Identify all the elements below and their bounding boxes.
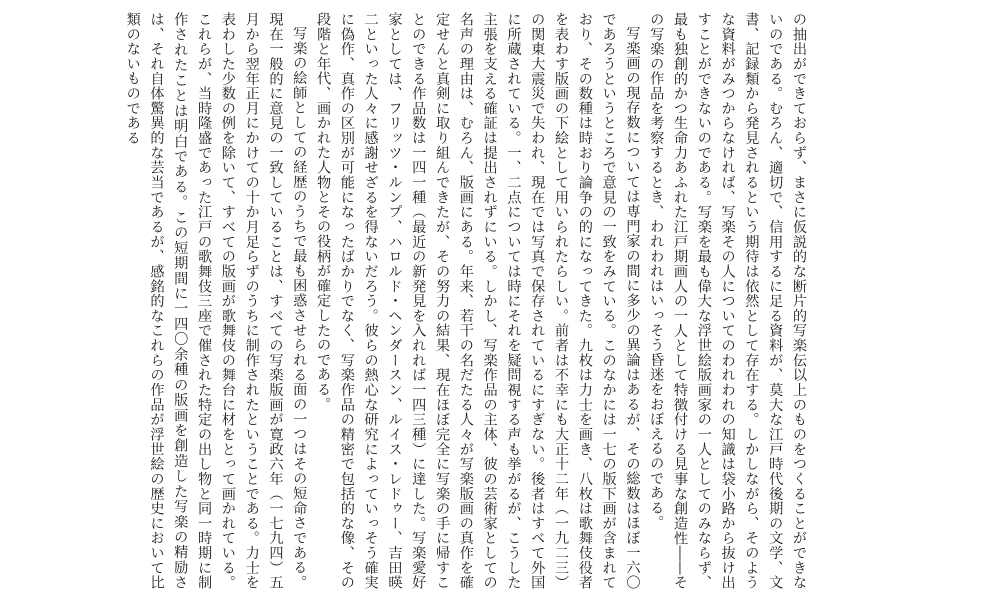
paragraph-career: 写楽の絵師としての経歴のうちで最も困惑させられる面の一つはその短命さである。現在一般的に意見の一致していることは、すべての写楽版画が寛政六年（一七九四）五月から翌年正月にかけての十か月足らずのうちに制作されたということである。力士を表わした少数の例を除いて、すべての版画が歌舞伎の舞台に材をとって画かれている。これらが、当時隆盛であった江戸の歌舞伎三座で催された特定の出し物と同一時期に制作されたことは明白である。この短期間に一四〇余種の版画を創造した写楽の精励さは、それ自体驚異的な芸当であるが、感銘的なこれらの作品が浮世絵の歴史において比類のないものである (124, 12, 308, 590)
vertical-text-body (20, 12, 810, 590)
paragraph-continuation: の抽出ができておらず、まさに仮説的な断片的写楽伝以上のものをつくることができないのである。むろん、適切で、信用するに足る資料が、莫大な江戸時代後期の文学、文書、記録類から発見されるという期待は依然として存在する。しかしながら、そのような資料がみつからなければ、写楽その人についてのわれわれの知識は袋小路から抜け出すことができないのである。写楽を最も偉大な浮世絵版画家の一人としてのみならず、最も独創的かつ生命力あふれた江戸期画人の一人として特徴付ける見事な創造性――その写楽の作品を考察するとき、われわれはいっそう昏迷をおぼえるのである。 (648, 12, 807, 590)
paragraph-extant-works: 写楽画の現存数については専門家の間に多少の異論はあるが、その総数はほぼ一六〇であろうというところで意見の一致をみている。このなかには一七の版下画が含まれており、その数種は時おり論争の的になってきた。九枚は力士を画き、八枚は歌舞伎役者を表わす版画の下絵として用いられたらしい。前者は不幸にも大正十二年（一九二三）の関東大震災で失われ、現在では写真で保存されているにすぎない。後者はすべて外国に所蔵されている。一、二点については時にそれを疑問視する声も挙がるが、こうした主張を支える確証は提出されずにいる。しかし、写楽作品の主体、彼の芸術家としての名声の理由は、むろん、版画にある。年来、若干の名だたる人々が写楽版画の真作を確定せんと真剣に取り組んできたが、その努力の結果、現在ほぼ完全に写楽の手に帰すことのできる作品数は一四一種（最近の新発見を入れれば一四三種）に達した。写楽愛好家としては、フリッツ・ルンプ、ハロルド・ヘンダースン、ルイス・レドゥー、吉田暎二といった人々に感謝せざるを得ないだろう。彼らの熱心な研究によっていっそう確実に偽作、真作の区別が可能になったばかりでなく、写楽作品の精密で包括的な像、その段階と年代、画かれた人物とその役柄が確定したのである。 (315, 12, 641, 590)
